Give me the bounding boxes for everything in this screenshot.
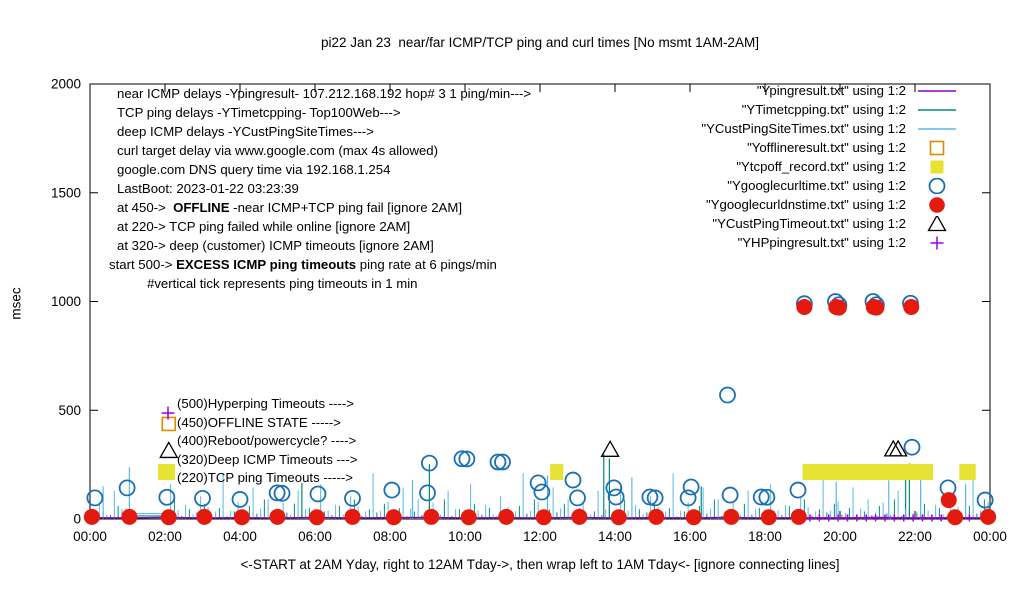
chart-title: pi22 Jan 23 near/far ICMP/TCP ping and curl times [No msmt 1AM-2AM] <box>321 35 759 50</box>
x-tick-label: 18:00 <box>748 529 782 544</box>
info-line <box>117 141 531 160</box>
info-line-text: start 500-> <box>109 257 177 272</box>
x-tick-label: 12:00 <box>523 529 557 544</box>
annotation-label: (500)Hyperping Timeouts ----> <box>177 396 354 411</box>
info-line <box>117 179 531 198</box>
info-line-text: ping rate at 6 pings/min <box>356 257 497 272</box>
y-tick-label: 1500 <box>50 185 81 201</box>
open-triangle-legend-marker-icon <box>914 216 960 232</box>
legend-item <box>620 233 960 252</box>
legend-item <box>620 138 960 157</box>
legend-item-label: "YHPpingresult.txt" using 1:2 <box>737 235 906 250</box>
line-legend-marker-icon <box>914 121 960 137</box>
info-line-text: deep ICMP delays -YCustPingSiteTimes---> <box>117 124 374 139</box>
info-line <box>117 217 531 236</box>
annotation-label: (320)Deep ICMP Timeouts ---> <box>177 451 358 467</box>
info-line-text: google.com DNS query time via 192.168.1.254 <box>117 162 391 177</box>
y-tick-label: 1000 <box>50 294 81 309</box>
annotation-label: (220)TCP ping Timeouts -----> <box>177 470 354 486</box>
info-block <box>109 84 532 293</box>
x-tick-label: 16:00 <box>673 529 707 544</box>
info-line-text: TCP ping delays -YTimetcpping- Top100Web---> <box>117 105 401 120</box>
info-line-text: curl target delay via www.google.com (max 4s allowed) <box>117 143 439 158</box>
annotation-labels <box>177 395 357 488</box>
filled-circle-legend-marker-icon <box>914 197 960 213</box>
info-line <box>109 255 531 274</box>
plus-legend-marker-icon <box>914 235 960 251</box>
legend-item <box>620 119 960 138</box>
y-tick-label: 2000 <box>50 76 81 92</box>
legend-item-label: "YCustPingSiteTimes.txt" using 1:2 <box>701 121 906 136</box>
annotation-label: (450)OFFLINE STATE -----> <box>177 414 341 430</box>
info-line-text: at 450-> <box>117 200 174 215</box>
info-line-text: LastBoot: 2023-01-22 03:23:39 <box>117 181 299 196</box>
legend-item-label: "Ypingresult.txt" using 1:2 <box>756 83 906 98</box>
legend-item-label: "Yofflineresult.txt" using 1:2 <box>747 140 906 155</box>
x-tick-label: 04:00 <box>223 529 257 544</box>
info-line <box>117 122 531 141</box>
info-line <box>147 274 531 293</box>
info-line <box>117 160 531 179</box>
info-line-text: at 220-> TCP ping failed while online [ignore 2AM] <box>117 219 411 234</box>
info-line-text: at 320-> deep (customer) ICMP timeouts [ignore 2AM] <box>117 238 434 253</box>
x-tick-label: 10:00 <box>448 529 482 544</box>
x-axis-caption: <-START at 2AM Yday, right to 12AM Tday->, then wrap left to 1AM Tday<- [ignore connecting lines] <box>240 557 840 572</box>
x-tick-label: 22:00 <box>898 529 932 544</box>
legend-item-label: "Ytcpoff_record.txt" using 1:2 <box>736 159 906 174</box>
filled-square-legend-marker-icon <box>914 159 960 175</box>
y-axis-label: msec <box>8 287 24 320</box>
legend-item-label: "YTimetcpping.txt" using 1:2 <box>741 102 906 117</box>
x-tick-label: 14:00 <box>598 529 632 544</box>
line-legend-marker-icon <box>914 102 960 118</box>
legend-item <box>620 81 960 100</box>
legend-item <box>620 100 960 119</box>
legend-item-label: "YCustPingTimeout.txt" using 1:2 <box>712 216 906 231</box>
info-line-text: near ICMP delays -Ypingresult- 107.212.168.192 hop# 3 1 ping/min---> <box>117 86 532 101</box>
legend-item <box>620 157 960 176</box>
x-tick-label: 08:00 <box>373 529 407 544</box>
x-tick-label: 20:00 <box>823 529 857 544</box>
legend-item <box>620 176 960 195</box>
info-line-text: -near ICMP+TCP ping fail [ignore 2AM] <box>229 200 462 215</box>
info-line <box>117 236 531 255</box>
legend-item <box>620 214 960 233</box>
legend-item <box>620 195 960 214</box>
x-tick-label: 00:00 <box>973 529 1007 544</box>
legend <box>620 81 960 252</box>
info-line <box>117 84 531 103</box>
open-circle-legend-marker-icon <box>914 178 960 194</box>
y-tick-label: 500 <box>58 402 81 418</box>
legend-item-label: "Ygooglecurldnstime.txt" using 1:2 <box>706 197 906 212</box>
info-line <box>117 103 531 122</box>
open-square-legend-marker-icon <box>914 140 960 156</box>
info-line <box>117 198 531 217</box>
info-line-bold-text: OFFLINE <box>173 200 230 215</box>
y-tick-label: 0 <box>73 511 81 527</box>
annotation-label: (400)Reboot/powercycle? ----> <box>177 433 357 449</box>
legend-item-label: "Ygooglecurltime.txt" using 1:2 <box>727 178 906 193</box>
x-tick-label: 02:00 <box>148 529 182 544</box>
line-legend-marker-icon <box>914 83 960 99</box>
info-line-bold-text: EXCESS ICMP ping timeouts <box>176 257 357 272</box>
x-tick-label: 06:00 <box>298 529 332 544</box>
info-line-text: #vertical tick represents ping timeouts in 1 min <box>147 276 418 291</box>
x-tick-label: 00:00 <box>73 529 107 544</box>
